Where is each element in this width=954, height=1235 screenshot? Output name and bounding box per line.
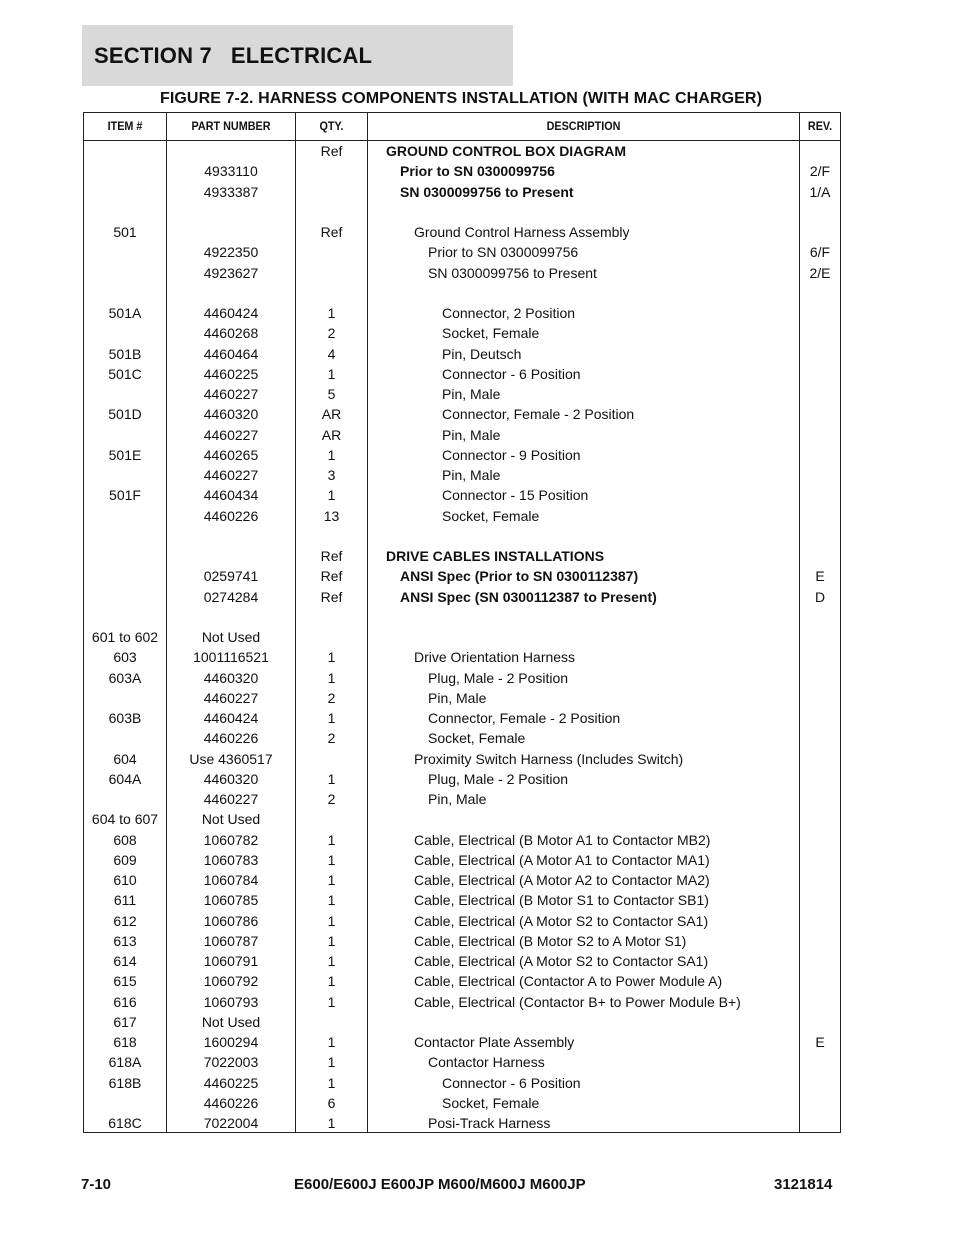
part-number-cell: 1060787: [203, 932, 259, 949]
table-row: [84, 1052, 840, 1072]
quantity-cell: 1: [327, 872, 336, 888]
quantity-cell: 1: [327, 365, 336, 382]
part-number-cell: 4460227: [203, 467, 259, 483]
section-header-band: [82, 25, 513, 86]
item-number-cell: 616: [113, 993, 137, 1010]
description-cell: Socket, Female: [428, 730, 526, 747]
table-row: [84, 384, 840, 404]
revision-cell: 1/A: [809, 183, 831, 200]
table-row: [84, 850, 840, 870]
part-number-cell: 4460227: [203, 386, 259, 402]
part-number-cell: 4460227: [203, 791, 259, 807]
description-cell: Cable, Electrical (Contactor B+ to Power Module B+): [414, 993, 741, 1010]
revision-cell: 6/F: [809, 244, 831, 261]
part-number-cell: 4460225: [203, 365, 259, 382]
part-number-cell: 4460320: [203, 770, 259, 787]
table-row: [84, 830, 840, 850]
description-cell: Pin, Deutsch: [442, 345, 522, 362]
item-number-cell: 609: [113, 851, 137, 868]
description-cell: Cable, Electrical (B Motor S2 to A Motor S1): [414, 932, 687, 949]
description-cell: ANSI Spec (Prior to SN 0300112387): [400, 568, 639, 585]
item-number-cell: 612: [113, 912, 137, 929]
part-number-cell: 4460226: [203, 730, 259, 747]
table-row: [84, 587, 840, 607]
description-cell: Cable, Electrical (B Motor S1 to Contactor SB1): [414, 892, 709, 909]
item-number-cell: 603A: [108, 669, 142, 686]
description-cell: Connector - 9 Position: [442, 446, 581, 463]
part-number-cell: 1060786: [203, 912, 259, 929]
table-header: [84, 113, 840, 141]
description-cell: DRIVE CABLES INSTALLATIONS: [386, 548, 605, 564]
table-row: [84, 708, 840, 728]
table-row: [84, 526, 840, 546]
part-number-cell: 4460464: [203, 345, 259, 362]
part-number-cell: 4922350: [203, 244, 259, 261]
description-cell: Connector, 2 Position: [442, 305, 576, 321]
part-number-cell: 4460424: [203, 710, 259, 726]
part-number-cell: Use 4360517: [189, 750, 273, 767]
part-number-cell: 4460268: [203, 325, 259, 342]
part-number-cell: 7022003: [203, 1054, 259, 1071]
part-number-cell: 4923627: [203, 264, 259, 281]
description-cell: Connector - 15 Position: [442, 487, 589, 504]
item-number-cell: 617: [113, 1013, 137, 1030]
description-cell: Contactor Harness: [428, 1054, 545, 1071]
table-row: [84, 506, 840, 526]
item-number-cell: 604: [113, 750, 137, 767]
part-number-cell: 4460320: [203, 406, 259, 423]
description-cell: Socket, Female: [442, 1094, 540, 1111]
part-number-cell: 4460225: [203, 1074, 259, 1091]
quantity-cell: 1: [327, 1034, 336, 1050]
table-row: [84, 404, 840, 424]
table-row: [84, 546, 840, 566]
quantity-cell: Ref: [320, 224, 343, 240]
quantity-cell: 1: [327, 649, 336, 666]
item-number-cell: 501A: [108, 305, 142, 321]
part-number-cell: 4460227: [203, 689, 259, 706]
quantity-cell: 1: [327, 446, 336, 463]
header-qty: QTY.: [319, 119, 344, 133]
table-row: [84, 465, 840, 485]
part-number-cell: 1060793: [203, 993, 259, 1010]
item-number-cell: 618: [113, 1034, 137, 1050]
item-number-cell: 611: [113, 892, 137, 909]
item-number-cell: 614: [113, 953, 137, 969]
table-row: [84, 647, 840, 667]
description-cell: SN 0300099756 to Present: [400, 183, 574, 200]
item-number-cell: 603: [113, 649, 137, 666]
table-row: [84, 566, 840, 586]
part-number-cell: Not Used: [201, 1013, 261, 1030]
item-number-cell: 603B: [108, 710, 142, 726]
table-row: [84, 364, 840, 384]
quantity-cell: 4: [327, 345, 336, 362]
quantity-cell: 1: [327, 710, 336, 726]
table-row: [84, 242, 840, 262]
table-row: [84, 607, 840, 627]
description-cell: Plug, Male - 2 Position: [428, 770, 569, 787]
table-row: [84, 1032, 840, 1052]
table-row: [84, 1113, 840, 1133]
item-number-cell: 601 to 602: [91, 629, 159, 645]
quantity-cell: 1: [327, 669, 336, 686]
quantity-cell: 2: [327, 730, 336, 747]
quantity-cell: AR: [321, 406, 342, 423]
model-list: E600/E600J E600JP M600/M600J M600JP: [294, 1176, 586, 1193]
part-number-cell: 1001116521: [193, 649, 269, 666]
item-number-cell: 618C: [108, 1115, 142, 1131]
description-cell: Connector - 6 Position: [442, 1074, 581, 1091]
description-cell: Pin, Male: [428, 791, 487, 807]
description-cell: Prior to SN 0300099756: [400, 163, 555, 180]
description-cell: Plug, Male - 2 Position: [428, 669, 569, 686]
quantity-cell: 1: [327, 305, 336, 321]
description-cell: GROUND CONTROL BOX DIAGRAM: [386, 143, 627, 159]
table-row: [84, 283, 840, 303]
quantity-cell: Ref: [320, 568, 343, 585]
item-number-cell: 501D: [108, 406, 142, 423]
description-cell: Connector, Female - 2 Position: [442, 406, 635, 423]
table-row: [84, 627, 840, 647]
table-row: [84, 323, 840, 343]
part-number-cell: 1060782: [203, 831, 259, 848]
description-cell: Cable, Electrical (A Motor A1 to Contactor MA1): [414, 851, 710, 868]
revision-cell: 2/F: [809, 163, 831, 180]
description-cell: Ground Control Harness Assembly: [414, 224, 630, 240]
part-number-cell: 4933110: [204, 163, 258, 180]
quantity-cell: 1: [327, 993, 336, 1010]
revision-cell: E: [815, 568, 825, 585]
part-number-cell: Not Used: [201, 811, 261, 828]
quantity-cell: 1: [327, 770, 336, 787]
description-cell: Cable, Electrical (A Motor S2 to Contactor SA1): [414, 953, 709, 969]
quantity-cell: 1: [327, 1115, 336, 1131]
table-row: [84, 728, 840, 748]
quantity-cell: 1: [327, 973, 336, 990]
quantity-cell: AR: [321, 426, 342, 443]
description-cell: Pin, Male: [442, 386, 501, 402]
page-number: 7-10: [81, 1176, 112, 1193]
table-row: [84, 870, 840, 890]
table-row: [84, 161, 840, 181]
part-number-cell: 4460424: [203, 305, 259, 321]
part-number-cell: 4460226: [203, 507, 259, 524]
quantity-cell: Ref: [320, 143, 343, 159]
part-number-cell: 1060792: [203, 973, 259, 990]
table-row: [84, 668, 840, 688]
item-number-cell: 618B: [108, 1074, 142, 1091]
description-cell: Socket, Female: [442, 325, 540, 342]
table-row: [84, 951, 840, 971]
part-number-cell: 0259741: [203, 568, 259, 585]
description-cell: Proximity Switch Harness (Includes Switch): [414, 750, 684, 767]
quantity-cell: 1: [327, 932, 336, 949]
quantity-cell: 1: [327, 831, 336, 848]
description-cell: Drive Orientation Harness: [414, 649, 576, 666]
quantity-cell: 13: [323, 507, 340, 524]
quantity-cell: 1: [327, 1054, 336, 1071]
part-number-cell: 4460434: [203, 487, 259, 504]
header-item: ITEM #: [107, 119, 143, 133]
table-row: [84, 992, 840, 1012]
part-number-cell: 1600294: [203, 1034, 259, 1050]
table-row: [84, 911, 840, 931]
figure-title: FIGURE 7-2. HARNESS COMPONENTS INSTALLATION (WITH MAC CHARGER): [159, 90, 763, 107]
table-row: [84, 445, 840, 465]
table-row: [84, 749, 840, 769]
part-number-cell: 4460320: [203, 669, 259, 686]
item-number-cell: 501B: [108, 345, 142, 362]
part-number-cell: 1060791: [203, 953, 259, 969]
description-cell: Cable, Electrical (A Motor A2 to Contactor MA2): [414, 872, 710, 888]
quantity-cell: 1: [327, 487, 336, 504]
item-number-cell: 604 to 607: [91, 811, 159, 828]
item-number-cell: 610: [113, 872, 137, 888]
part-number-cell: 4460265: [203, 446, 259, 463]
description-cell: Pin, Male: [428, 689, 487, 706]
item-number-cell: 613: [113, 932, 137, 949]
item-number-cell: 501: [113, 224, 137, 240]
table-row: [84, 344, 840, 364]
description-cell: Prior to SN 0300099756: [428, 244, 579, 261]
table-row: [84, 809, 840, 829]
document-number: 3121814: [774, 1176, 833, 1193]
quantity-cell: 1: [327, 892, 336, 909]
description-cell: ANSI Spec (SN 0300112387 to Present): [400, 588, 657, 605]
table-row: [84, 971, 840, 991]
table-row: [84, 182, 840, 202]
item-number-cell: 501C: [108, 365, 142, 382]
description-cell: Connector - 6 Position: [442, 365, 581, 382]
table-row: [84, 789, 840, 809]
parts-table: [83, 112, 841, 1133]
section-title: SECTION 7 ELECTRICAL: [94, 43, 373, 68]
quantity-cell: 3: [327, 467, 336, 483]
quantity-cell: Ref: [320, 548, 343, 564]
quantity-cell: 2: [327, 325, 336, 342]
description-cell: SN 0300099756 to Present: [428, 264, 597, 281]
item-number-cell: 501F: [109, 487, 141, 504]
description-cell: Pin, Male: [442, 426, 501, 443]
item-number-cell: 608: [113, 831, 137, 848]
description-cell: Cable, Electrical (B Motor A1 to Contactor MB2): [414, 831, 711, 848]
table-row: [84, 485, 840, 505]
quantity-cell: 2: [327, 689, 336, 706]
table-row: [84, 931, 840, 951]
header-part-number: PART NUMBER: [191, 119, 271, 133]
item-number-cell: 618A: [108, 1054, 142, 1071]
revision-cell: E: [815, 1034, 825, 1050]
part-number-cell: Not Used: [201, 629, 261, 645]
part-number-cell: 4460227: [203, 426, 259, 443]
header-description: DESCRIPTION: [546, 119, 621, 133]
item-number-cell: 604A: [108, 770, 142, 787]
table-row: [84, 303, 840, 323]
description-cell: Cable, Electrical (A Motor S2 to Contactor SA1): [414, 912, 709, 929]
quantity-cell: Ref: [320, 588, 343, 605]
table-row: [84, 890, 840, 910]
table-row: [84, 222, 840, 242]
header-rev: REV.: [807, 119, 833, 133]
description-cell: Connector, Female - 2 Position: [428, 710, 621, 726]
quantity-cell: 1: [327, 1074, 336, 1091]
table-row: [84, 1073, 840, 1093]
part-number-cell: 1060783: [203, 851, 259, 868]
table-row: [84, 141, 840, 161]
quantity-cell: 5: [327, 386, 336, 402]
table-row: [84, 688, 840, 708]
description-cell: Posi-Track Harness: [428, 1115, 551, 1131]
table-row: [84, 1012, 840, 1032]
table-row: [84, 202, 840, 222]
revision-cell: 2/E: [809, 264, 831, 281]
quantity-cell: 6: [327, 1094, 336, 1111]
part-number-cell: 1060784: [203, 872, 259, 888]
quantity-cell: 1: [327, 851, 336, 868]
description-cell: Cable, Electrical (Contactor A to Power Module A): [414, 973, 723, 990]
item-number-cell: 501E: [108, 446, 142, 463]
part-number-cell: 4933387: [203, 183, 259, 200]
table-row: [84, 263, 840, 283]
quantity-cell: 1: [327, 912, 336, 929]
description-cell: Contactor Plate Assembly: [414, 1034, 575, 1050]
item-number-cell: 615: [113, 973, 137, 990]
table-row: [84, 1093, 840, 1113]
description-cell: Socket, Female: [442, 507, 540, 524]
description-cell: Pin, Male: [442, 467, 501, 483]
part-number-cell: 7022004: [203, 1115, 259, 1131]
part-number-cell: 4460226: [203, 1094, 259, 1111]
part-number-cell: 0274284: [203, 588, 259, 605]
table-row: [84, 425, 840, 445]
table-row: [84, 769, 840, 789]
quantity-cell: 2: [327, 791, 336, 807]
revision-cell: D: [814, 588, 826, 605]
part-number-cell: 1060785: [203, 892, 259, 909]
quantity-cell: 1: [327, 953, 336, 969]
